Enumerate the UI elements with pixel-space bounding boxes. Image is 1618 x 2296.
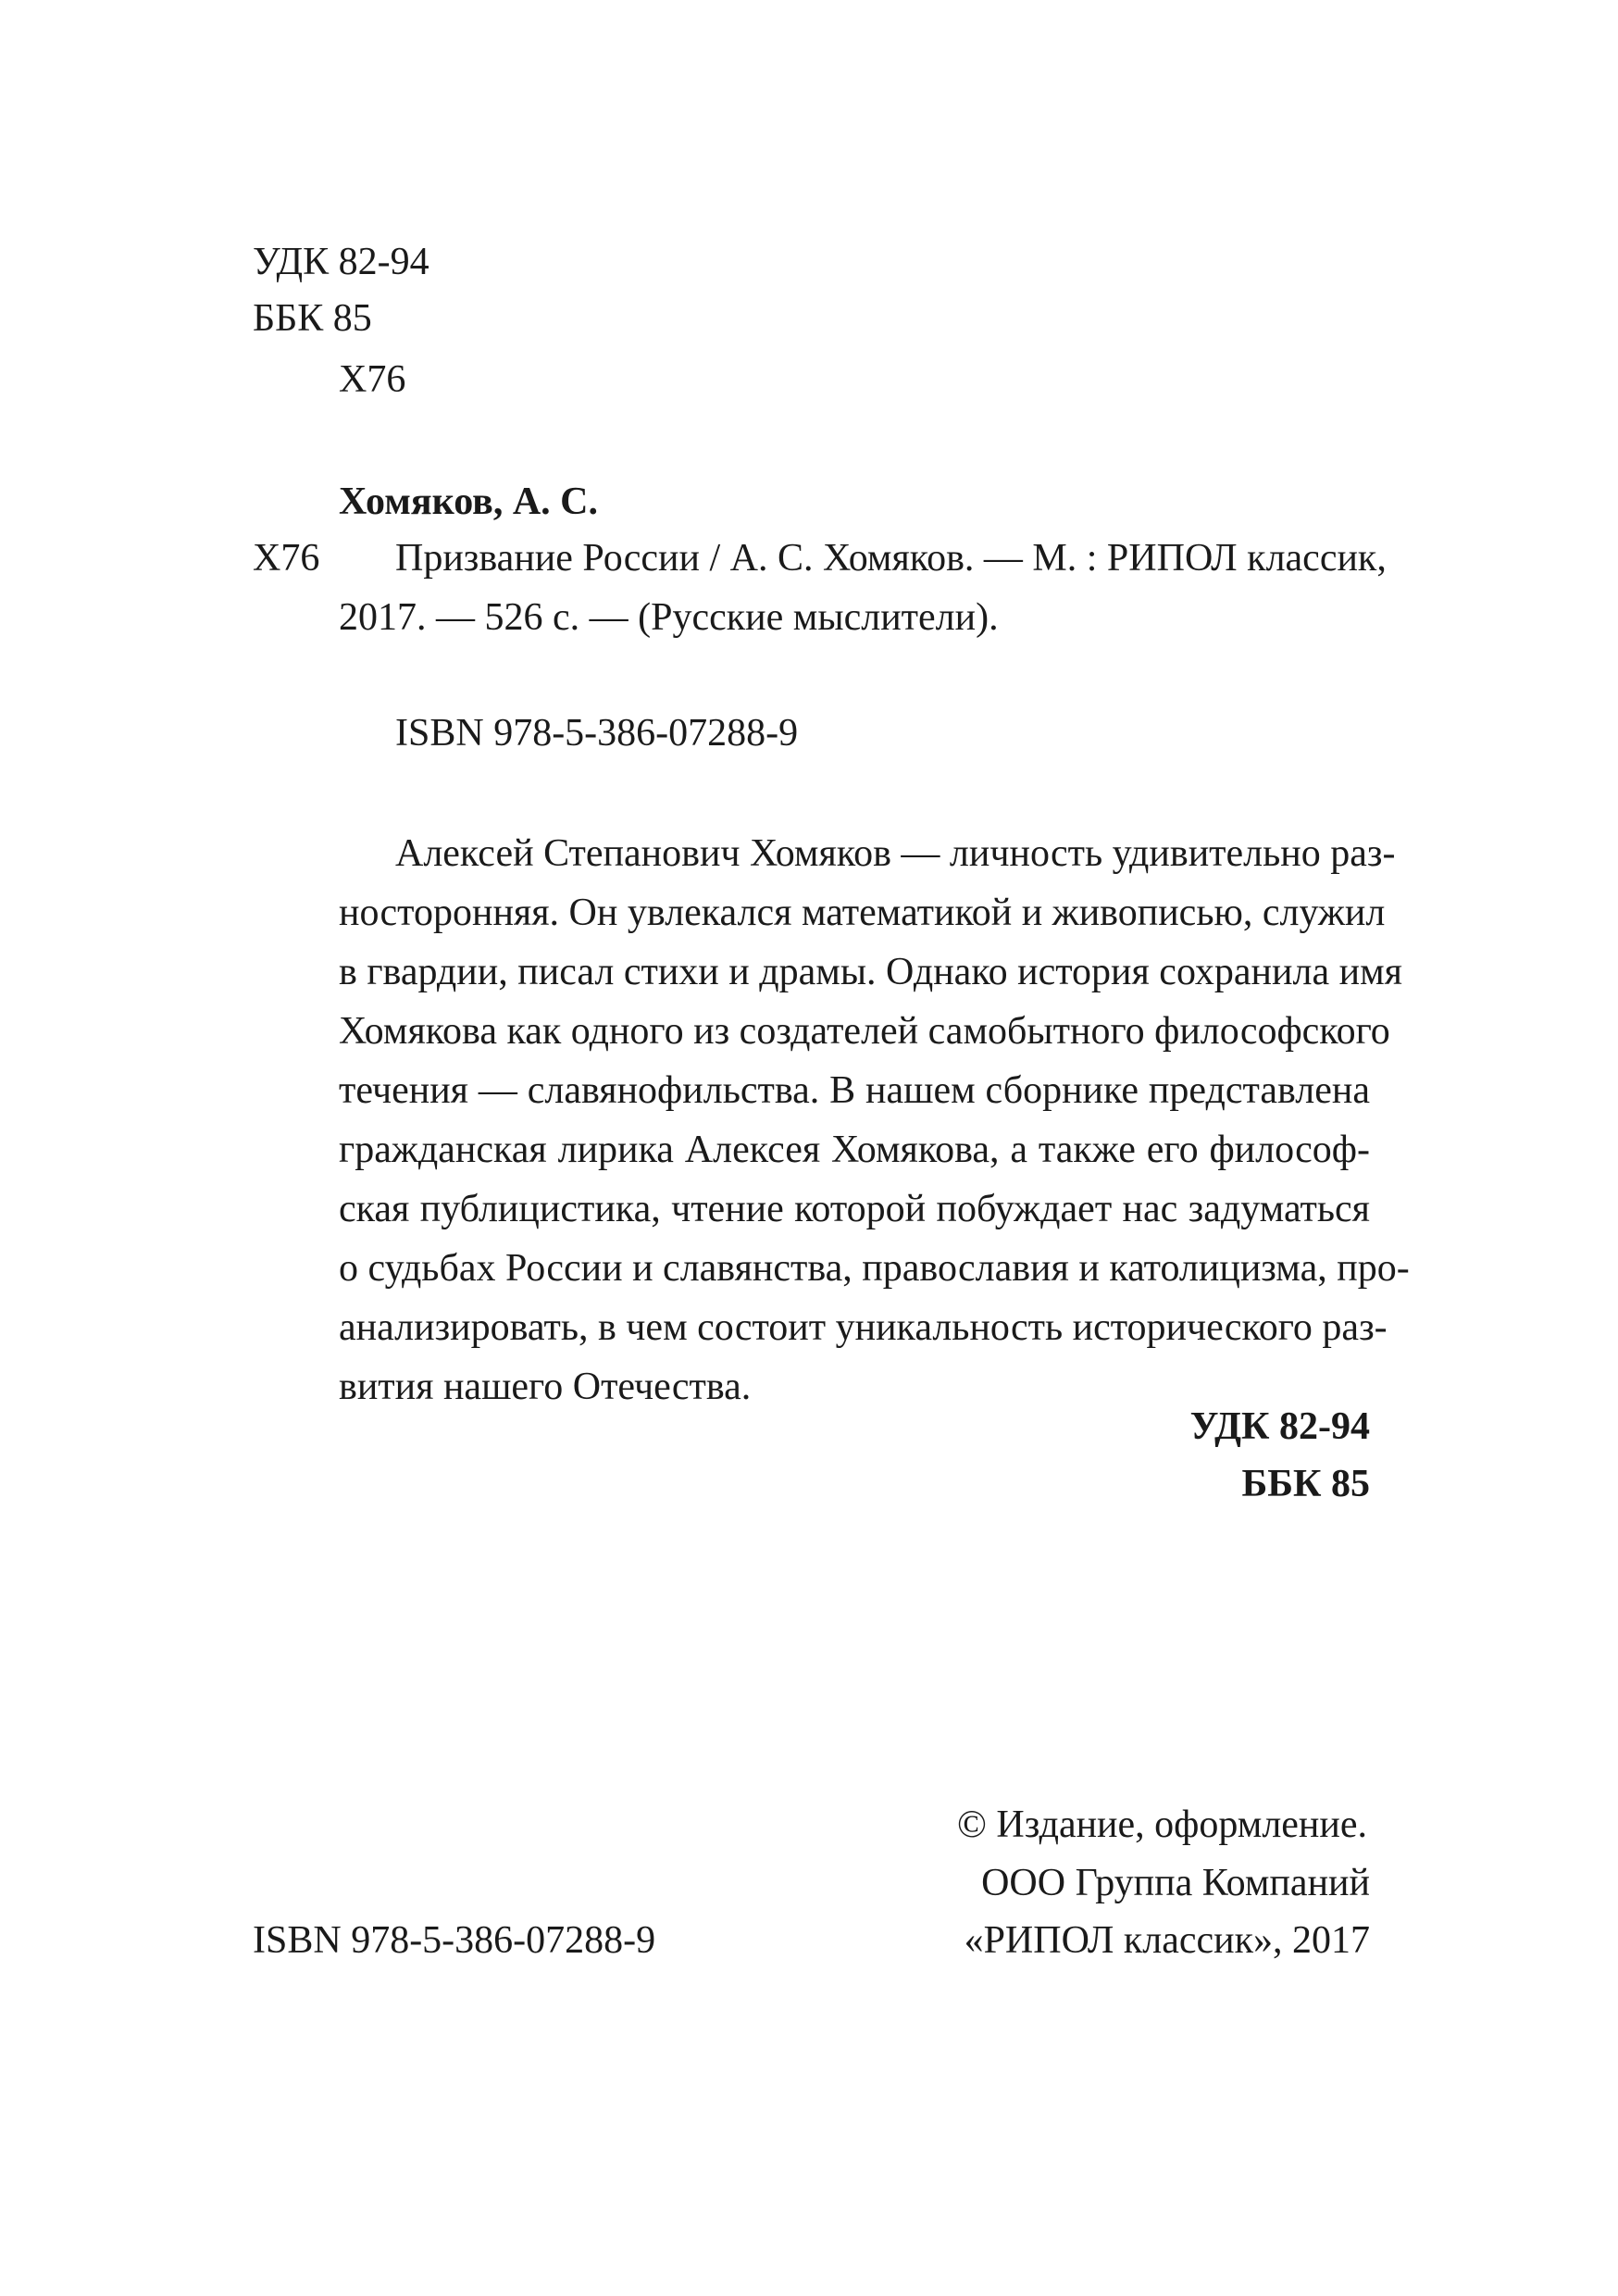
bbk-code: ББК 85 [253,297,372,340]
annotation-line: Алексей Степанович Хомяков — личность удивительно раз- [395,832,1396,875]
annotation-line: о судьбах России и славянства, православия и католицизма, про- [339,1247,1410,1290]
annotation-line: анализировать, в чем состоит уникальность исторического раз- [339,1306,1388,1349]
annotation-line: вития нашего Отечества. [339,1366,752,1408]
annotation-paragraph [339,824,1410,1416]
annotation-line: течения — славянофильства. В нашем сборнике представлена [339,1069,1370,1112]
annotation-line: ская публицистика, чтение которой побуждает нас задуматься [339,1188,1370,1230]
copyright-line1: © Издание, оформление. [957,1803,1368,1846]
author-name: Хомяков, А. С. [339,480,599,523]
annotation-line: в гвардии, писал стихи и драмы. Однако история сохранила имя [339,951,1402,993]
bibliography-title-line2: 2017. — 526 с. — (Русские мыслители). [339,596,999,639]
bibliography-title-line1: Призвание России / А. С. Хомяков. — М. : РИПОЛ классик, [395,537,1387,580]
bibliography-isbn: ISBN 978-5-386-07288-9 [395,712,799,755]
copyright-line2: ООО Группа Компаний [981,1862,1370,1904]
footer-isbn: ISBN 978-5-386-07288-9 [253,1919,656,1962]
annotation-line: гражданская лирика Алексея Хомякова, а также его философ- [339,1129,1370,1171]
udk-code-bold: УДК 82-94 [1189,1405,1370,1448]
annotation-line: носторонняя. Он увлекался математикой и живописью, служил [339,892,1386,934]
author-sign: Х76 [339,358,406,401]
bibliography-sign: Х76 [253,537,320,580]
udk-code: УДК 82-94 [253,241,429,283]
annotation-line: Хомякова как одного из создателей самобытного философского [339,1010,1390,1053]
copyright-line3: «РИПОЛ классик», 2017 [964,1919,1370,1962]
bbk-code-bold: ББК 85 [1241,1463,1370,1505]
